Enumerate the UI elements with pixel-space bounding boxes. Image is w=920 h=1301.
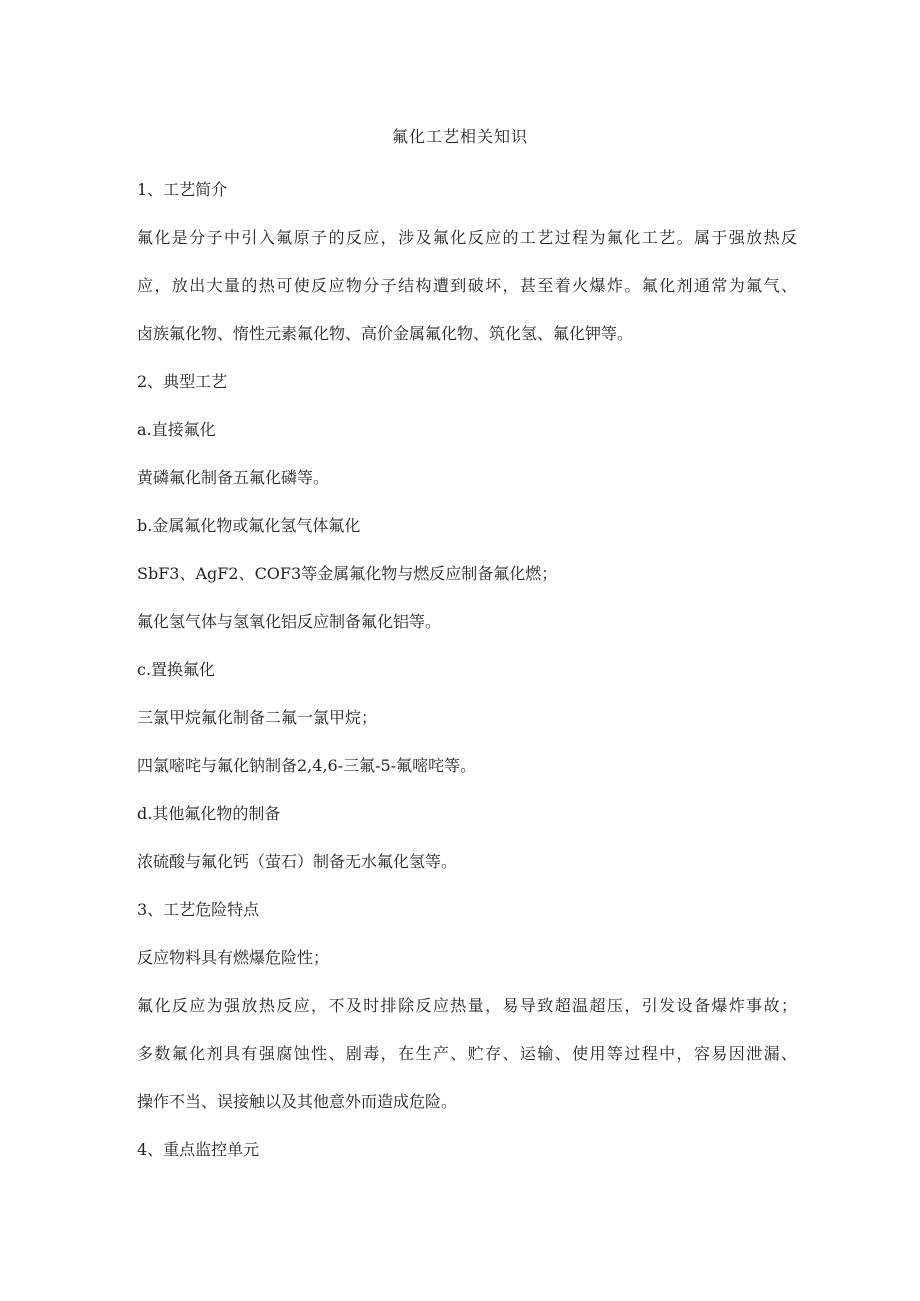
section-heading-hazards: 3、工艺危险特点: [137, 900, 260, 919]
paragraph-line: 三氯甲烷氟化制备二氟一氯甲烷；: [137, 708, 378, 727]
paragraph-line: 氟化是分子中引入氟原子的反应，涉及氟化反应的工艺过程为氟化工艺。属于强放热反: [137, 228, 797, 247]
subheading-metal-fluoride: b.金属氟化物或氟化氢气体氟化: [137, 516, 361, 535]
paragraph-line: 操作不当、误接触以及其他意外而造成危险。: [137, 1092, 458, 1111]
paragraph-line: 氟化氢气体与氢氧化铝反应制备氟化铝等。: [137, 612, 442, 631]
paragraph-line: 黄磷氟化制备五氟化磷等。: [137, 468, 330, 487]
paragraph-line: SbF3、AgF2、COF3等金属氟化物与燃反应制备氟化燃；: [137, 564, 558, 583]
document-title: 氟化工艺相关知识: [391, 127, 528, 146]
paragraph-line: 卤族氟化物、惰性元素氟化物、高价金属氟化物、筑化氢、氟化钾等。: [137, 324, 634, 343]
subheading-direct-fluorination: a.直接氟化: [137, 420, 216, 439]
paragraph-line: 氟化反应为强放热反应，不及时排除反应热量，易导致超温超压，引发设备爆炸事故；: [137, 996, 797, 1015]
paragraph-line: 浓硫酸与氟化钙（萤石）制备无水氟化氢等。: [137, 852, 458, 871]
section-heading-typical-process: 2、典型工艺: [137, 372, 228, 391]
document-body: [137, 176, 797, 1184]
section-heading-intro: 1、工艺简介: [137, 180, 228, 199]
paragraph-line: 反应物料具有燃爆危险性；: [137, 948, 330, 967]
subheading-substitution-fluorination: c.置换氟化: [137, 660, 216, 679]
paragraph-line: 应，放出大量的热可使反应物分子结构遭到破坏，甚至着火爆炸。氟化剂通常为氟气、: [137, 276, 797, 295]
paragraph-line: 四氯嘧咤与氟化钠制备2,4,6-三氟-5-氟嘧咤等。: [137, 756, 477, 775]
subheading-other-fluorides: d.其他氟化物的制备: [137, 804, 281, 823]
section-heading-monitoring-units: 4、重点监控单元: [137, 1140, 260, 1159]
paragraph-line: 多数氟化剂具有强腐蚀性、剧毒，在生产、贮存、运输、使用等过程中，容易因泄漏、: [137, 1044, 797, 1063]
